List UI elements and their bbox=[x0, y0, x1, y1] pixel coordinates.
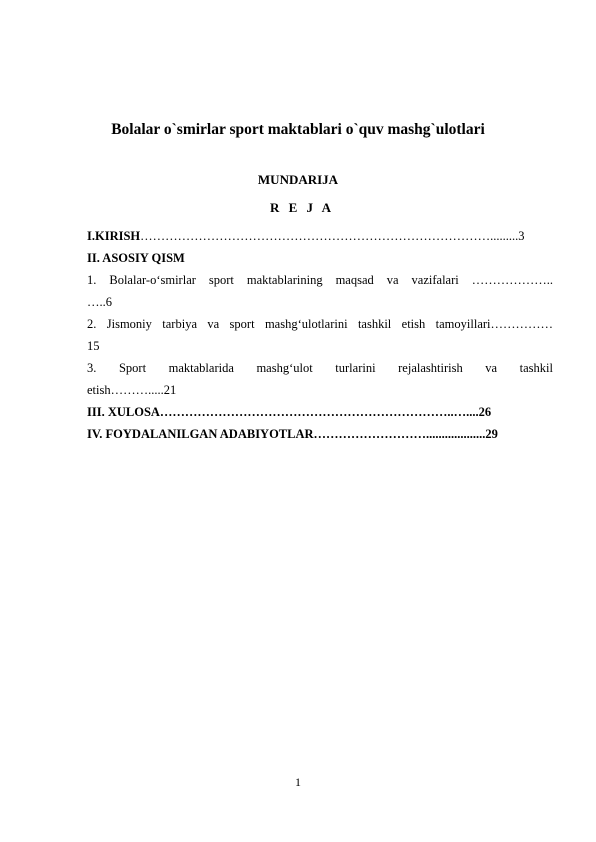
table-of-contents bbox=[87, 225, 553, 445]
toc-kirish: I.KIRISH………………………………………………………………………….........3 bbox=[87, 229, 525, 243]
document-title: Bolalar o`smirlar sport maktablari o`quv mashg`ulotlari bbox=[111, 121, 485, 138]
toc-adabiyotlar: IV. FOYDALANILGAN ADABIYOTLAR………………………...................29 bbox=[87, 427, 498, 441]
toc-item-1-page: …..6 bbox=[87, 295, 112, 309]
toc-item-2-page: 15 bbox=[87, 339, 100, 353]
toc-kirish-label: I.KIRISH bbox=[87, 229, 141, 243]
plan-heading: R E J A bbox=[270, 200, 334, 215]
toc-asosiy-qism: II. ASOSIY QISM bbox=[87, 251, 185, 265]
toc-item-3: 3. Sport maktablarida mashg‘ulot turlarini rejalashtirish va tashkil bbox=[87, 361, 553, 375]
page-number: 1 bbox=[295, 775, 301, 789]
toc-item-3-page: etish……….....21 bbox=[87, 383, 177, 397]
toc-xulosa: III. XULOSA……………………………………………………………..…....26 bbox=[87, 405, 492, 419]
contents-heading: MUNDARIJA bbox=[257, 172, 339, 187]
toc-item-2: 2. Jismoniy tarbiya va sport mashg‘ulotlarini tashkil etish tamoyillari…………… bbox=[87, 317, 553, 331]
toc-item-1: 1. Bolalar-o‘smirlar sport maktablarining maqsad va vazifalari ……………….. bbox=[87, 273, 553, 287]
